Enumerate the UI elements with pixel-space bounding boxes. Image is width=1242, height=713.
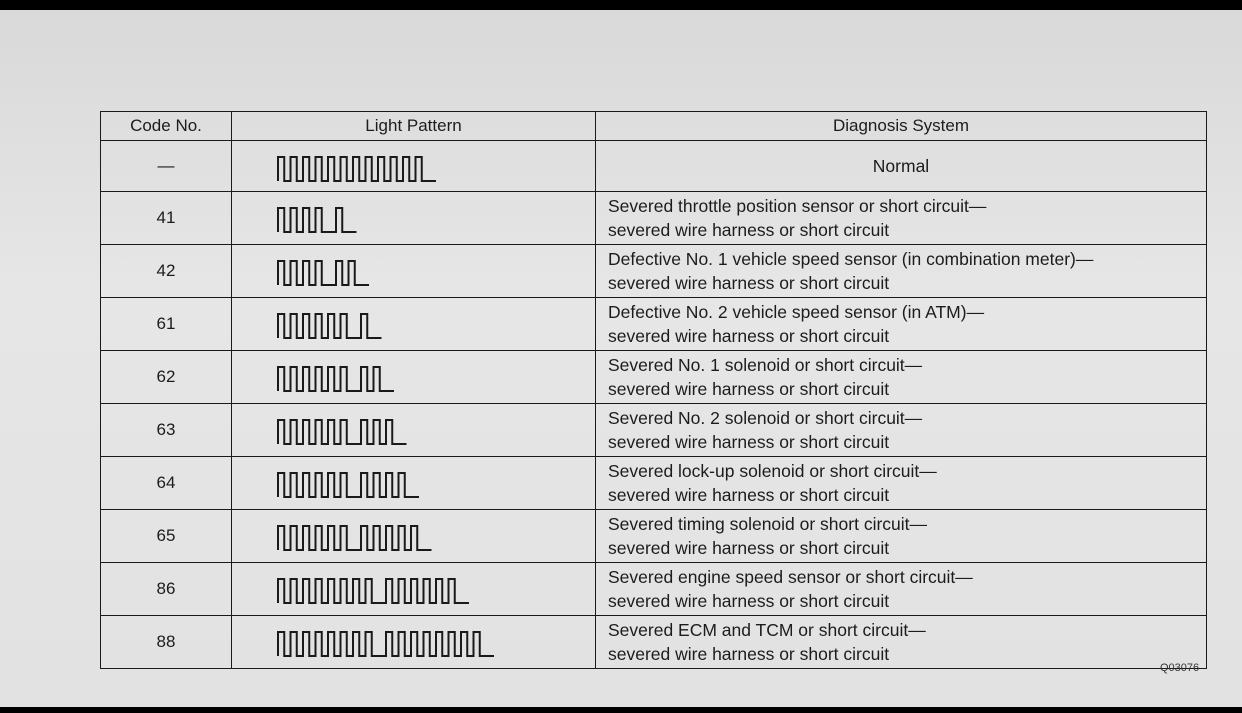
- diagnosis-description: [596, 563, 1207, 616]
- light-pattern-cell: [232, 457, 596, 510]
- light-pattern-diagram: [277, 310, 384, 342]
- light-pattern-diagram: [277, 153, 438, 185]
- diagnosis-line-2: severed wire harness or short circuit: [608, 326, 890, 346]
- diagnosis-description: [596, 141, 1207, 192]
- table-row: [101, 616, 1207, 669]
- diagnosis-line-1: Severed throttle position sensor or short circuit—: [608, 196, 987, 216]
- code-number: 41: [101, 192, 232, 245]
- header-light-pattern: Light Pattern: [232, 112, 596, 141]
- light-pattern-cell: [232, 616, 596, 669]
- diagnosis-line-1: Defective No. 1 vehicle speed sensor (in combination meter)—: [608, 249, 1094, 269]
- diagnosis-line-2: severed wire harness or short circuit: [608, 591, 890, 611]
- table-row: [101, 298, 1207, 351]
- light-pattern-diagram: [277, 469, 421, 501]
- diagnosis-line-2: severed wire harness or short circuit: [608, 538, 890, 558]
- code-number: 42: [101, 245, 232, 298]
- pulse-waveform: [278, 314, 382, 338]
- code-number: 63: [101, 404, 232, 457]
- light-pattern-diagram: [277, 257, 371, 289]
- header-code-no: Code No.: [101, 112, 232, 141]
- diagnosis-description: [596, 351, 1207, 404]
- light-pattern-cell: [232, 351, 596, 404]
- light-pattern-diagram: [277, 628, 496, 660]
- diagnosis-description: [596, 404, 1207, 457]
- diagnosis-line-1: Severed No. 1 solenoid or short circuit—: [608, 355, 923, 375]
- light-pattern-diagram: [277, 416, 409, 448]
- code-number: 86: [101, 563, 232, 616]
- pulse-waveform: [278, 157, 436, 181]
- manual-page: [0, 10, 1242, 707]
- diagnosis-line-1: Defective No. 2 vehicle speed sensor (in ATM)—: [608, 302, 985, 322]
- table-row: [101, 141, 1207, 192]
- code-number: 61: [101, 298, 232, 351]
- diagnosis-line-1: Normal: [872, 156, 930, 176]
- diagnosis-line-2: severed wire harness or short circuit: [608, 379, 890, 399]
- table-row: [101, 351, 1207, 404]
- light-pattern-diagram: [277, 522, 434, 554]
- diagnosis-line-1: Severed ECM and TCM or short circuit—: [608, 620, 926, 640]
- light-pattern-diagram: [277, 363, 396, 395]
- diagnosis-line-1: Severed lock-up solenoid or short circuit—: [608, 461, 937, 481]
- code-number: 64: [101, 457, 232, 510]
- pulse-waveform: [278, 208, 357, 232]
- diagnosis-code-table: [100, 111, 1207, 669]
- pulse-waveform: [278, 526, 432, 550]
- diagnosis-line-2: severed wire harness or short circuit: [608, 273, 890, 293]
- light-pattern-cell: [232, 298, 596, 351]
- table-row: [101, 245, 1207, 298]
- table-body: [101, 141, 1207, 669]
- table-row: [101, 192, 1207, 245]
- table-row: [101, 563, 1207, 616]
- diagnosis-line-2: severed wire harness or short circuit: [608, 220, 890, 240]
- diagnosis-description: [596, 192, 1207, 245]
- code-number: 62: [101, 351, 232, 404]
- light-pattern-cell: [232, 404, 596, 457]
- diagnosis-description: [596, 510, 1207, 563]
- pulse-waveform: [278, 579, 469, 603]
- diagnosis-line-1: Severed engine speed sensor or short circuit—: [608, 567, 973, 587]
- pulse-waveform: [278, 473, 419, 497]
- diagnosis-description: [596, 298, 1207, 351]
- table-header-row: [101, 112, 1207, 141]
- diagnosis-line-1: Severed timing solenoid or short circuit—: [608, 514, 928, 534]
- table-row: [101, 457, 1207, 510]
- diagnosis-description: [596, 245, 1207, 298]
- diagnosis-line-1: Severed No. 2 solenoid or short circuit—: [608, 408, 923, 428]
- light-pattern-cell: [232, 245, 596, 298]
- pulse-waveform: [278, 261, 369, 285]
- header-diagnosis-system: Diagnosis System: [596, 112, 1207, 141]
- diagnosis-line-2: severed wire harness or short circuit: [608, 485, 890, 505]
- light-pattern-diagram: [277, 575, 471, 607]
- diagnosis-description: [596, 457, 1207, 510]
- light-pattern-cell: [232, 563, 596, 616]
- code-number: 88: [101, 616, 232, 669]
- light-pattern-cell: [232, 192, 596, 245]
- table-row: [101, 510, 1207, 563]
- light-pattern-diagram: [277, 204, 359, 236]
- code-number: 65: [101, 510, 232, 563]
- figure-id: Q03076: [1160, 662, 1200, 674]
- pulse-waveform: [278, 420, 407, 444]
- table-row: [101, 404, 1207, 457]
- code-number: —: [101, 141, 232, 192]
- pulse-waveform: [278, 632, 494, 656]
- light-pattern-cell: [232, 510, 596, 563]
- diagnosis-line-2: severed wire harness or short circuit: [608, 644, 890, 664]
- light-pattern-cell: [232, 141, 596, 192]
- pulse-waveform: [278, 367, 394, 391]
- diagnosis-description: [596, 616, 1207, 669]
- diagnosis-line-2: severed wire harness or short circuit: [608, 432, 890, 452]
